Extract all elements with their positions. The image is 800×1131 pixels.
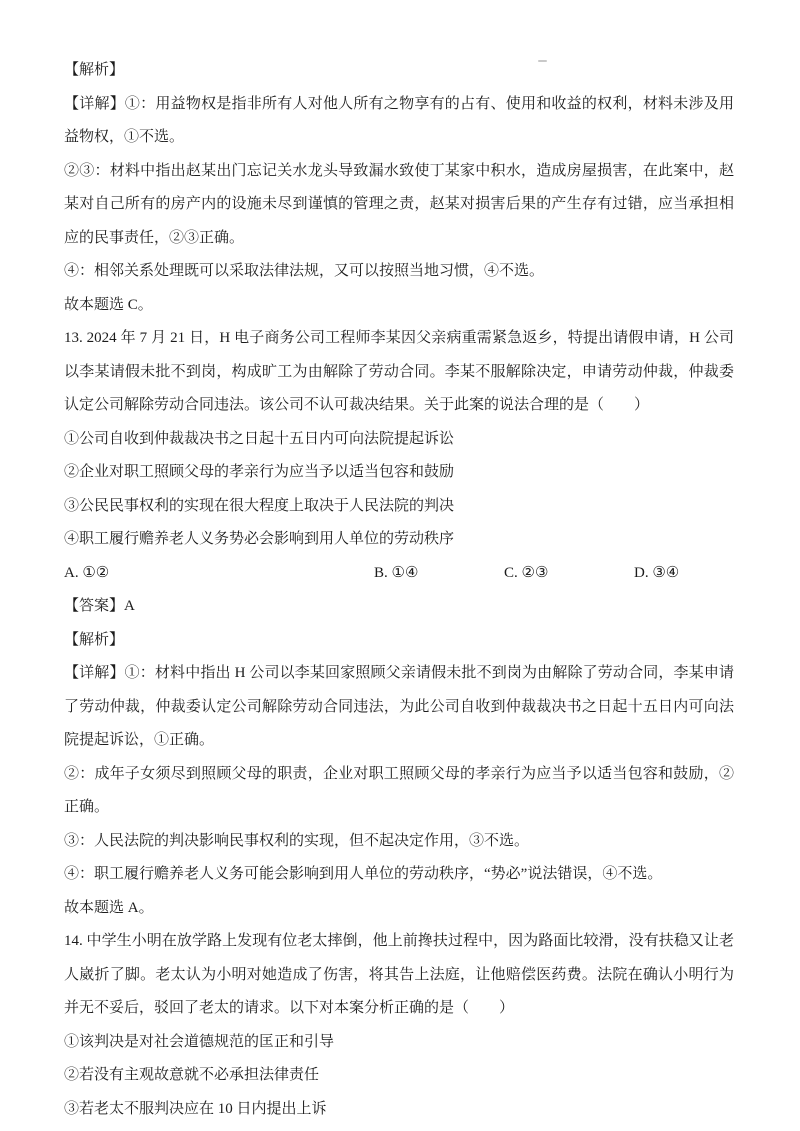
choice-row xyxy=(64,557,734,591)
analysis-detail-point-4: ④：相邻关系处理既可以采取法律法规，又可以按照当地习惯，④不选。 xyxy=(64,263,545,279)
question-stem-14: 14. 中学生小明在放学路上发现有位老太摔倒，他上前搀扶过程中，因为路面比较滑，没有扶稳又让老人崴折了脚。老太认为小明对她造成了伤害，将其告上法庭，让他赔偿医药费。法院在确认小明行为并无不妥后，驳回了老太的请求。以下对本案分析正确的是（ ） xyxy=(64,933,734,1016)
scan-artifact-mark xyxy=(538,60,547,62)
statement-1: ①该判决是对社会道德规范的匡正和引导 xyxy=(64,1033,335,1050)
analysis-detail-point-2-3: ②③：材料中指出赵某出门忘记关水龙头导致漏水致使丁某家中积水，造成房屋损害，在此案中，赵某对自己所有的房产内的设施未尽到谨慎的管理之责，赵某对损害后果的产生存有过错，应当承担相应的民事责任，②③正确。 xyxy=(64,162,734,246)
analysis-detail-point-1: 【详解】①：材料中指出 H 公司以李某回家照顾父亲请假未批不到岗为由解除了劳动合同，李某申请了劳动仲裁，仲裁委认定公司解除劳动合同违法，为此公司自收到仲裁裁决书之日起十五日内可向法院提起诉讼，①正确。 xyxy=(64,665,734,748)
analysis-detail-point-3: ③：人民法院的判决影响民事权利的实现，但不起决定作用，③不选。 xyxy=(64,832,530,849)
answer-line: 【答案】A xyxy=(64,598,135,614)
analysis-detail-point-4: ④：职工履行赡养老人义务可能会影响到用人单位的劳动秩序，“势必”说法错误，④不选。 xyxy=(64,866,663,882)
document-body xyxy=(64,54,734,1126)
section-label-analysis: 【解析】 xyxy=(64,631,125,648)
statement-3: ③公民民事权利的实现在很大程度上取决于人民法院的判决 xyxy=(64,497,455,514)
statement-2: ②企业对职工照顾父母的孝亲行为应当予以适当包容和鼓励 xyxy=(64,464,455,480)
choice-option-d: D. ③④ xyxy=(634,564,680,581)
conclusion-line: 故本题选 A。 xyxy=(64,899,154,916)
question-stem-13: 13. 2024 年 7 月 21 日，H 电子商务公司工程师李某因父亲病重需紧急返乡，特提出请假申请，H 公司以李某请假未批不到岗，构成旷工为由解除了劳动合同。李某不服解除决定，申请劳动仲裁，仲裁委认定公司解除劳动合同违法。该公司不认可裁决结果。关于此案的说法合理的是（ ） xyxy=(64,330,734,413)
statement-3: ③若老太不服判决应在 10 日内提出上诉 xyxy=(64,1100,327,1117)
analysis-detail-point-1: 【详解】①：用益物权是指非所有人对他人所有之物享有的占有、使用和收益的权利，材料未涉及用益物权，①不选。 xyxy=(64,95,734,145)
analysis-detail-point-2: ②：成年子女须尽到照顾父母的职责，企业对职工照顾父母的孝亲行为应当予以适当包容和鼓励，②正确。 xyxy=(64,765,734,815)
statement-4: ④职工履行赡养老人义务势必会影响到用人单位的劳动秩序 xyxy=(64,531,455,547)
statement-1: ①公司自收到仲裁裁决书之日起十五日内可向法院提起诉讼 xyxy=(64,430,455,447)
choice-option-c: C. ②③ xyxy=(504,564,549,581)
conclusion-line: 故本题选 C。 xyxy=(64,296,153,313)
statement-2: ②若没有主观故意就不必承担法律责任 xyxy=(64,1067,320,1083)
choice-option-b: B. ①④ xyxy=(374,564,419,581)
choice-option-a: A. ①② xyxy=(64,564,110,581)
section-label-analysis: 【解析】 xyxy=(64,62,125,78)
